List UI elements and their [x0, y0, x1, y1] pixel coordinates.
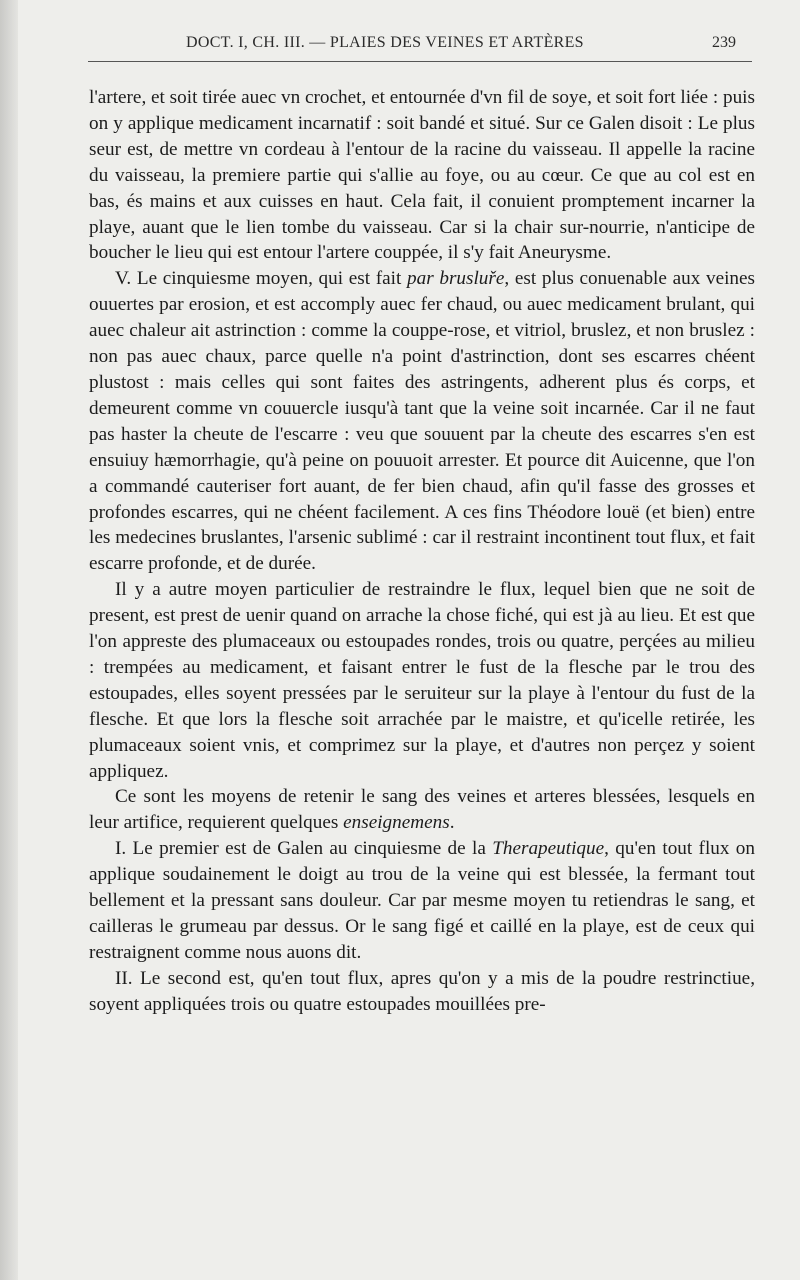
paragraph-text: V. Le cinquiesme moyen, qui est fait	[115, 268, 408, 290]
paragraph-text: l'artere, et soit tirée auec vn crochet, et entournée d'vn fil de soye, et soit fort liée : puis on y applique medicament incarnatif : soit bandé et situé. Sur ce Galen disoit : Le plus seur est, de mettre vn cordeau à l'entour de la racine du vaisseau. Il appelle la racine du vaisseau, la premiere partie qui s'allie au foye, ou au cœur. Ce que au col est en bas, és mains et aux cuisses en haut. Cela fait, il conuient promptement incarner la playe, auant que le lien tombe du vaisseau. Car si la chair sur-nourrie, n'anticipe de boucher le lieu qui est entour l'artere couppée, il s'y fait Aneurysme.	[89, 87, 755, 264]
paragraph-2	[89, 266, 755, 577]
paragraph-text: Il y a autre moyen particulier de restraindre le flux, lequel bien que ne soit de present, est prest de uenir quand on arrache la chose fiché, qui est jà au lieu. Et est que l'on appreste des plumaceaux ou estoupades rondes, trois ou quatre, perçées au milieu : trempées au medicament, et faisant entrer le fust de la flesche par le trou des estoupades, elles soyent pressées par le seruiteur sur la playe à l'entour du fust de la flesche. Et que lors la flesche soit arrachée par le maistre, et qu'icelle retirée, les plumaceaux soient vnis, et comprimez sur la playe, et d'autres non perçez y soient appliquez.	[89, 579, 755, 782]
paragraph-3	[89, 577, 755, 784]
paragraph-6	[89, 966, 755, 1018]
paragraph-text: , est plus conuenable aux veines ouuertes par erosion, et est accomply auec fer chaud, ou auec medicament brulant, qui auec chaleur ait astrinction : comme la couppe-rose, et vitriol, bruslez, et non bruslez : non pas auec chaux, parce quelle n'a point d'astrinction, dont ses escarres chéent plustost : mais celles qui sont faites des astringents, adherent plus és corps, et demeurent comme vn couuercle iusqu'à tant que la veine soit incarnée. Car il ne faut pas haster la cheute de l'escarre : veu que souuent par la cheute des escarres s'en est ensuiuy hæmorrhagie, qu'à peine on pouuoit arrester. Et pource dit Auicenne, que l'on a commandé cauteriser fort auant, de fer bien chaud, afin qu'il fasse des grosses et profondes escarres, qui ne chéent facilement. A ces fins Théodore louë (et bien) entre les medecines bruslantes, l'arsenic sublimé : car il restraint incontinent tout flux, et fait escarre profonde, et de durée.	[89, 268, 755, 575]
italic-term: enseignemens	[343, 812, 450, 834]
paragraph-text: I. Le premier est de Galen au cinquiesme de la	[115, 838, 493, 860]
paragraph-5	[89, 836, 755, 966]
body-text	[89, 85, 755, 1018]
paragraph-text: Ce sont les moyens de retenir le sang des veines et arteres blessées, lesquels en leur artifice, requierent quelques	[89, 786, 755, 834]
italic-term: Therapeutique	[492, 838, 605, 860]
page-number: 239	[712, 34, 736, 51]
paragraph-4	[89, 784, 755, 836]
page-edge-shadow	[0, 0, 18, 1280]
italic-term: par brusluře	[407, 268, 505, 290]
paragraph-text: .	[449, 812, 455, 834]
running-header	[88, 30, 752, 56]
paragraph-text: II. Le second est, qu'en tout flux, apres qu'on y a mis de la poudre restrinctiue, soyent appliquées trois ou quatre estoupades mouillées pre-	[89, 967, 755, 1015]
paragraph-1	[89, 85, 755, 266]
paragraph-text: , qu'en tout flux on applique soudainement le doigt au trou de la veine qui est blessée, la fermant tout bellement et la pressant sans douleur. Car par mesme moyen tu retiendras le sang, et cailleras le grumeau par dessus. Or le sang figé et caillé en la playe, est de ceux qui restraignent comme nous auons dit.	[89, 838, 755, 963]
header-title: DOCT. I, CH. III. — PLAIES DES VEINES ET ARTÈRES	[186, 34, 584, 51]
header-divider	[88, 61, 752, 62]
